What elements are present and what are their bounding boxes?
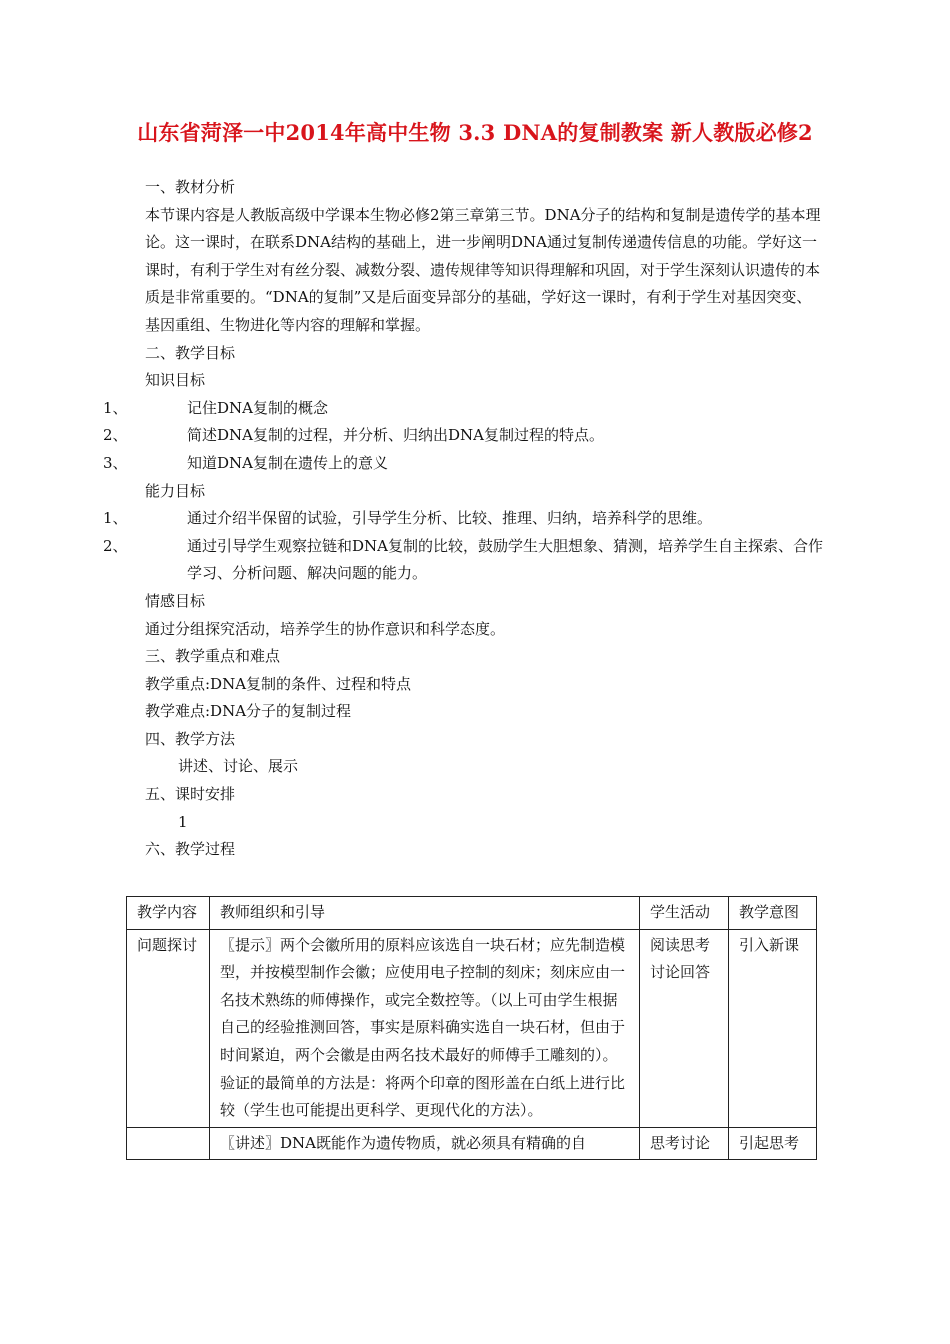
table-header-row bbox=[127, 897, 817, 930]
table-row bbox=[127, 1127, 817, 1160]
key-point: 教学重点:DNA复制的条件、过程和特点 bbox=[145, 674, 412, 693]
table-header-cell: 教学内容 bbox=[127, 897, 210, 930]
section-heading: 六、教学过程 bbox=[145, 840, 236, 859]
list-item bbox=[103, 533, 825, 588]
table-cell: 问题探讨 bbox=[127, 929, 210, 1127]
document-title: 山东省菏泽一中2014年高中生物 3.3 DNA的复制教案 新人教版必修2 bbox=[137, 120, 813, 145]
table-cell bbox=[127, 1127, 210, 1160]
list-text: 简述DNA复制的过程，并分析、归纳出DNA复制过程的特点。 bbox=[187, 426, 604, 445]
table-cell: 〖讲述〗DNA既能作为遗传物质，就必须具有精确的自 bbox=[210, 1127, 640, 1160]
table-cell: 引起思考 bbox=[729, 1127, 817, 1160]
list-number: 1、 bbox=[103, 398, 128, 417]
hours-text: 1 bbox=[178, 812, 188, 831]
method-text: 讲述、讨论、展示 bbox=[178, 757, 299, 776]
subheading: 知识目标 bbox=[145, 371, 206, 390]
list-item bbox=[103, 450, 825, 478]
list-number: 2、 bbox=[103, 536, 128, 555]
teaching-process-table bbox=[126, 896, 817, 1160]
table-cell: 阅读思考讨论回答 bbox=[640, 929, 729, 1127]
table-header-cell: 学生活动 bbox=[640, 897, 729, 930]
subheading: 情感目标 bbox=[145, 591, 206, 610]
list-text: 通过引导学生观察拉链和DNA复制的比较，鼓励学生大胆想象、猜测，培养学生自主探索、合作学习、分析问题、解决问题的能力。 bbox=[187, 536, 823, 583]
difficult-point: 教学难点:DNA分子的复制过程 bbox=[145, 702, 352, 721]
list-item bbox=[103, 505, 825, 533]
section-heading: 二、教学目标 bbox=[145, 343, 236, 362]
table-cell: 〖提示〗两个会徽所用的原料应该选自一块石材；应先制造模型，并按模型制作会徽；应使用电子控制的刻床；刻床应由一名技术熟练的师傅操作，或完全数控等。（以上可由学生根据自己的经验推测回答，事实是原料确实选自一块石材，但由于时间紧迫，两个会徽是由两名技术最好的师傅手工雕刻的）。验证的最简单的方法是：将两个印章的图形盖在白纸上进行比较（学生也可能提出更科学、更现代化的方法）。 bbox=[210, 929, 640, 1127]
section-heading: 五、课时安排 bbox=[145, 785, 236, 804]
section-heading: 一、教材分析 bbox=[145, 178, 236, 196]
list-number: 2、 bbox=[103, 426, 128, 445]
paragraph: 本节课内容是人教版高级中学课本生物必修2第三章第三节。DNA分子的结构和复制是遗传学的基本理论。这一课时，在联系DNA结构的基础上，进一步阐明DNA通过复制传递遗传信息的功能。学好这一课时，有利于学生对有丝分裂、减数分裂、遗传规律等知识得理解和巩固，对于学生深刻认识遗传的本质是非常重要的。“DNA的复制”又是后面变异部分的基础，学好这一课时，有利于学生对基因突变、基因重组、生物进化等内容的理解和掌握。 bbox=[145, 205, 821, 334]
document-body bbox=[103, 174, 825, 864]
list-text: 记住DNA复制的概念 bbox=[187, 398, 328, 417]
section-heading: 三、教学重点和难点 bbox=[145, 647, 281, 666]
table-header-cell: 教学意图 bbox=[729, 897, 817, 930]
table-row bbox=[127, 929, 817, 1127]
table-cell: 思考讨论 bbox=[640, 1127, 729, 1160]
paragraph: 通过分组探究活动，培养学生的协作意识和科学态度。 bbox=[145, 619, 506, 638]
section-heading: 四、教学方法 bbox=[145, 729, 236, 748]
list-number: 1、 bbox=[103, 509, 128, 528]
subheading: 能力目标 bbox=[145, 481, 206, 500]
list-number: 3、 bbox=[103, 453, 128, 472]
table-header-cell: 教师组织和引导 bbox=[210, 897, 640, 930]
list-text: 通过介绍半保留的试验，引导学生分析、比较、推理、归纳，培养科学的思维。 bbox=[187, 509, 713, 528]
list-item bbox=[103, 422, 825, 450]
table-cell: 引入新课 bbox=[729, 929, 817, 1127]
list-text: 知道DNA复制在遗传上的意义 bbox=[187, 453, 388, 472]
list-item bbox=[103, 395, 825, 423]
